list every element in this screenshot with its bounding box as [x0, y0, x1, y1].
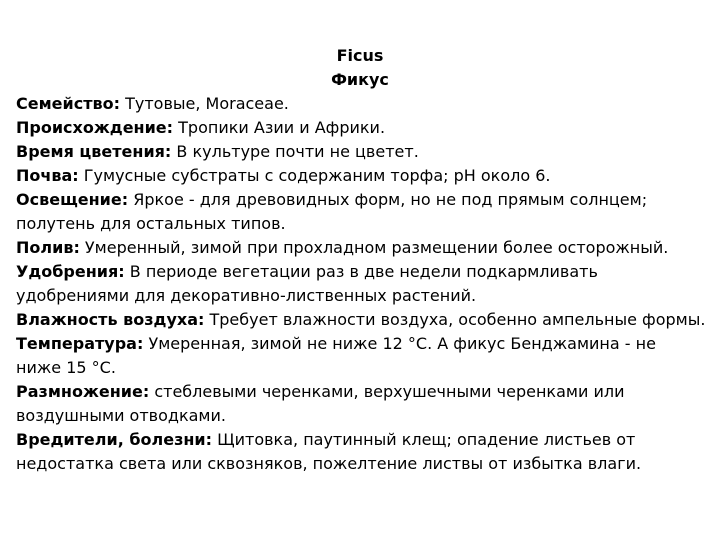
- entry-text: Умеренный, зимой при прохладном размещении более осторожный.: [79, 238, 669, 257]
- entry-lighting: [16, 188, 706, 236]
- entry-label: Вредители, болезни:: [16, 430, 213, 449]
- entry-label: Влажность воздуха:: [16, 310, 205, 329]
- entry-text: В культуре почти не цветет.: [171, 142, 419, 161]
- entry-text: Умеренная, зимой не ниже 12 °С. А фикус Бенджамина - не ниже 15 °С.: [16, 334, 656, 377]
- entry-label: Удобрения:: [16, 262, 125, 281]
- entry-text: стеблевыми черенками, верхушечными черенками или воздушными отводками.: [16, 382, 625, 425]
- entry-label: Освещение:: [16, 190, 129, 209]
- entry-label: Размножение:: [16, 382, 150, 401]
- entry-text: Яркое - для древовидных форм, но не под прямым солнцем; полутень для остальных типов.: [16, 190, 648, 233]
- entry-label: Происхождение:: [16, 118, 174, 137]
- entry-label: Семейство:: [16, 94, 121, 113]
- entry-label: Температура:: [16, 334, 144, 353]
- plant-care-info: [16, 92, 706, 476]
- entry-text: Щитовка, паутинный клещ; опадение листьев от недостатка света или сквозняков, пожелтение листвы от избытка влаги.: [16, 430, 642, 473]
- entry-humidity: [16, 308, 706, 332]
- entry-text: Гумусные субстраты с содержаним торфа; pH около 6.: [78, 166, 551, 185]
- entry-origin: [16, 116, 706, 140]
- common-name-heading: Фикус: [331, 70, 389, 89]
- entry-family: [16, 92, 706, 116]
- entry-flowering: [16, 140, 706, 164]
- page-title: [0, 44, 720, 92]
- entry-label: Полив:: [16, 238, 80, 257]
- latin-name-heading: Ficus: [336, 46, 384, 65]
- entry-temperature: [16, 332, 706, 380]
- entry-propagation: [16, 380, 706, 428]
- entry-text: Требует влажности воздуха, особенно ампельные формы.: [204, 310, 706, 329]
- entry-label: Почва:: [16, 166, 79, 185]
- entry-text: Тутовые, Moraceae.: [120, 94, 289, 113]
- entry-soil: [16, 164, 706, 188]
- entry-label: Время цветения:: [16, 142, 172, 161]
- entry-text: Тропики Азии и Африки.: [173, 118, 386, 137]
- entry-fertilizer: [16, 260, 706, 308]
- entry-watering: [16, 236, 706, 260]
- entry-text: В периоде вегетации раз в две недели подкармливать удобрениями для декоративно-лиственных растений.: [16, 262, 598, 305]
- entry-pests: [16, 428, 706, 476]
